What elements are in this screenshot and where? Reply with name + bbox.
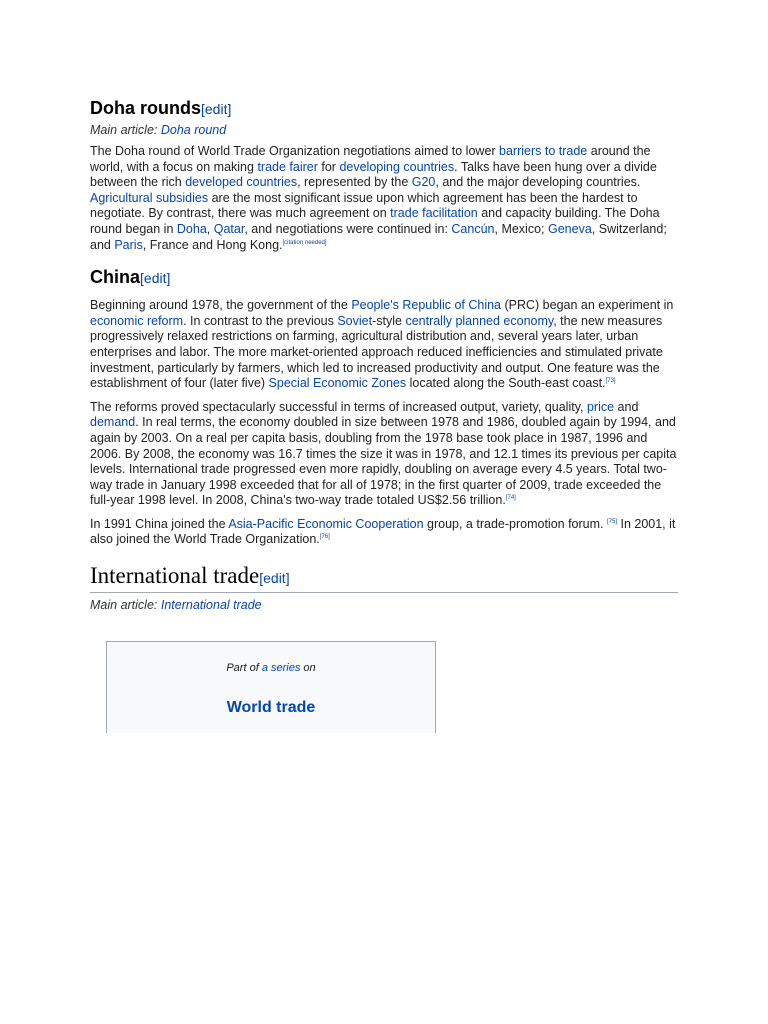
text: The Doha round of World Trade Organization negotiations aimed to lower (90, 144, 500, 158)
link-economic-reform[interactable]: economic reform (90, 313, 184, 328)
text: are the most significant issue upon which agreement has been the hardest to negotiate. By contrast, there was much agreement on (90, 190, 638, 221)
series-title[interactable] (107, 699, 435, 717)
citation-73[interactable]: [73] (605, 377, 616, 384)
edit-link[interactable]: [edit] (259, 570, 290, 587)
link-barriers-to-trade[interactable]: barriers to trade (499, 144, 588, 158)
link-a-series[interactable]: a series (261, 662, 301, 674)
text: . Talks have been hung over a divide between the rich (90, 159, 657, 190)
text: , Switzerland; and (90, 221, 667, 252)
paragraph-doha (90, 144, 678, 253)
text: , France and Hong Kong. (142, 237, 283, 252)
text: and capacity building. The Doha round began in (90, 206, 660, 236)
link-geneva[interactable]: Geneva (548, 221, 592, 236)
text: In 2001, it also joined the World Trade Organization. (90, 516, 676, 547)
link-trade-fairer[interactable]: trade fairer (257, 159, 318, 174)
link-g20[interactable]: G20 (411, 175, 436, 190)
text: . In contrast to the previous (183, 313, 338, 328)
series-sidebar-box (106, 641, 436, 733)
article-content (90, 96, 678, 614)
link-developing-countries[interactable]: developing countries (339, 159, 455, 174)
link-price[interactable]: price (586, 399, 615, 414)
citation-needed[interactable]: [citation needed] (282, 239, 327, 246)
text: The reforms proved spectacularly successful in terms of increased output, variety, quality, (90, 399, 587, 414)
text: Beginning around 1978, the government of the (90, 298, 352, 313)
text: In 1991 China joined the (90, 516, 229, 531)
link-apec[interactable]: Asia-Pacific Economic Cooperation (228, 516, 424, 531)
link-doha[interactable]: Doha (176, 221, 207, 236)
text: , Mexico; (494, 221, 548, 236)
link-cancun[interactable]: Cancún (451, 221, 495, 236)
link-paris[interactable]: Paris (114, 237, 143, 252)
series-intro (107, 662, 435, 674)
text: -style (372, 313, 406, 328)
text: . In real terms, the economy doubled in size between 1978 and 1986, doubled again by 1994, and again by 2003. On a real per capita basis, doubling from the 1978 base took place in 1987, 1996 and 2006. By 2008, the economy was 16.7 times the size it was in 1978, and 12.1 times its previous per capita levels. International trade progressed even more rapidly, doubling on average every 4.5 years. Total two-way trade in January 1998 exceeded that for all of 1978; in the first quarter of 2009, trade exceeded the full-year 1998 level. In 2008, China's two-way trade totaled US$2.56 trillion. (90, 415, 677, 508)
citation-74[interactable]: [74] (505, 495, 516, 502)
edit-link[interactable]: [edit] (140, 270, 171, 287)
link-developed-countries[interactable]: developed countries (185, 175, 298, 190)
text: group, a trade-promotion forum. (423, 516, 607, 531)
link-soviet[interactable]: Soviet (337, 313, 373, 328)
edit-link[interactable]: [edit] (201, 101, 232, 117)
series-title-text[interactable]: World trade (226, 699, 316, 716)
main-article-note (90, 122, 678, 139)
text: , and the major developing countries. (435, 175, 641, 190)
text: , and negotiations were continued in: (244, 221, 452, 236)
link-demand[interactable]: demand (90, 415, 136, 430)
text: , represented by the (297, 175, 412, 190)
heading-underline (90, 592, 678, 593)
paragraph-china-1 (90, 298, 678, 392)
text: Part of (226, 662, 262, 674)
heading-text: China (90, 267, 141, 288)
link-prc[interactable]: People's Republic of China (351, 298, 502, 313)
section-heading-international-trade (90, 562, 678, 592)
main-article-link[interactable]: International trade (160, 598, 262, 613)
main-article-note (90, 597, 678, 614)
link-centrally-planned-economy[interactable]: centrally planned economy (405, 313, 554, 328)
link-agricultural-subsidies[interactable]: Agricultural subsidies (90, 190, 209, 205)
heading-text: International trade (90, 563, 260, 589)
text: , (206, 221, 214, 236)
text: for (317, 159, 340, 174)
text: and (614, 399, 639, 414)
citation-75[interactable]: [75] (606, 518, 617, 525)
text: (PRC) began an experiment in (501, 298, 674, 313)
main-article-label: Main article: (90, 123, 158, 137)
heading-text: Doha rounds (90, 98, 201, 118)
text: around the world, with a focus on making (90, 144, 651, 174)
text: located along the South-east coast. (406, 376, 606, 391)
paragraph-china-2 (90, 400, 678, 509)
text: on (300, 662, 316, 674)
citation-76[interactable]: [76] (319, 534, 330, 541)
link-qatar[interactable]: Qatar (213, 221, 245, 236)
link-special-economic-zones[interactable]: Special Economic Zones (268, 376, 407, 391)
main-article-link[interactable]: Doha round (160, 123, 227, 137)
paragraph-china-3 (90, 517, 678, 548)
section-heading-china (90, 265, 678, 290)
link-trade-facilitation[interactable]: trade facilitation (390, 206, 478, 221)
section-heading-doha-rounds (90, 96, 678, 121)
text: , the new measures progressively relaxed restrictions on farming, agricultural distribution and, several years later, urban enterprises and labor. The more market-oriented approach reduced inefficiencies and stimulated private investment, particularly by farmers, which led to increased productivity and output. One feature was the establishment of four (later five) (90, 313, 663, 391)
main-article-label: Main article: (90, 598, 158, 613)
